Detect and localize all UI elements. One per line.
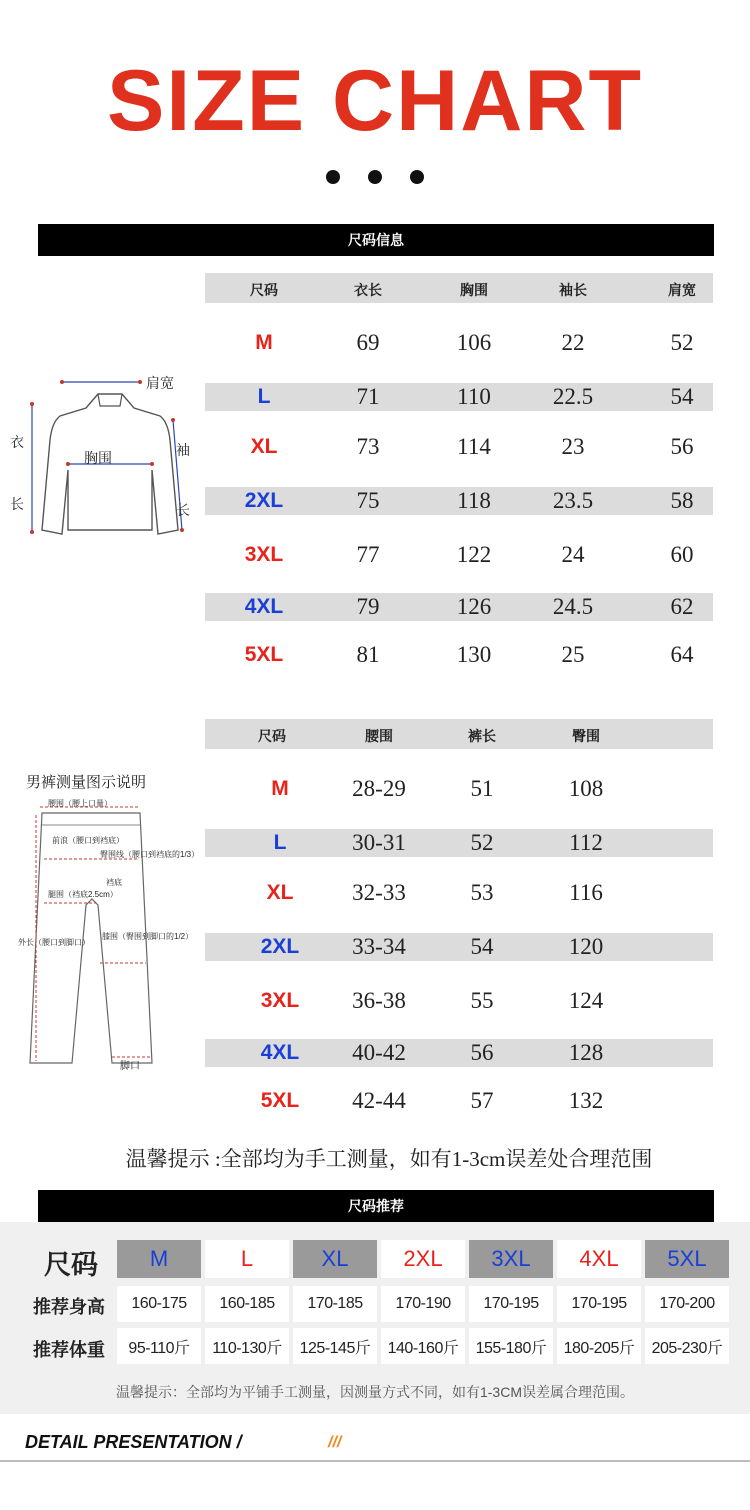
pants-value-cell: 42-44 <box>352 1088 406 1113</box>
top-value-cell: 79 <box>356 594 380 619</box>
pants-value-cell: 56 <box>470 1040 494 1065</box>
knee-label: 膝围（臀围到脚口的1/2） <box>102 932 194 941</box>
recommend-weight-cell: 125-145斤 <box>293 1328 377 1364</box>
pants-value-cell: 124 <box>568 988 604 1013</box>
pants-size-label: M <box>271 777 289 800</box>
pants-value-cell: 52 <box>470 830 494 855</box>
top-value-cell: 24.5 <box>552 594 594 619</box>
shoulder-label: 肩宽 <box>146 375 174 391</box>
pants-size-label: L <box>273 831 287 854</box>
decorative-dots <box>0 170 750 186</box>
top-value-cell: 22.5 <box>552 384 594 409</box>
pants-value-cell: 55 <box>470 988 494 1013</box>
pants-value-cell: 108 <box>568 776 604 801</box>
pants-size-label: 4XL <box>260 1041 300 1064</box>
top-value-cell: 64 <box>670 642 694 667</box>
sleeve-label-top: 袖 <box>176 442 190 458</box>
pants-value-cell: 132 <box>568 1088 604 1113</box>
top-value-cell: 75 <box>356 488 380 513</box>
top-size-label: 3XL <box>244 543 284 566</box>
recommend-size-cell: XL <box>293 1240 377 1278</box>
pants-value-cell: 57 <box>470 1088 494 1113</box>
top-size-info-bar: 尺码信息 <box>38 224 714 256</box>
recommend-height-cell: 170-195 <box>557 1286 641 1322</box>
recommend-size-cell: 4XL <box>557 1240 641 1278</box>
top-value-cell: 22 <box>561 330 585 355</box>
pants-diagram <box>0 765 205 1075</box>
detail-presentation-label: DETAIL PRESENTATION / <box>25 1432 242 1452</box>
top-value-cell: 23.5 <box>552 488 594 513</box>
top-value-cell: 110 <box>457 384 491 409</box>
recommend-height-cell: 170-200 <box>645 1286 729 1322</box>
pants-value-cell: 112 <box>569 830 603 855</box>
pants-value-cell: 33-34 <box>352 934 406 959</box>
pants-header-cell: 裤长 <box>468 728 496 744</box>
recommend-height-cell: 170-185 <box>293 1286 377 1322</box>
pants-value-cell: 32-33 <box>352 880 406 905</box>
top-size-label: M <box>255 331 273 354</box>
size-chart-title: SIZE CHART <box>107 53 643 149</box>
top-header-cell: 胸围 <box>460 282 488 298</box>
top-value-cell: 23 <box>561 434 585 459</box>
top-value-cell: 25 <box>561 642 585 667</box>
pants-value-cell: 51 <box>470 776 494 801</box>
top-value-cell: 62 <box>670 594 694 619</box>
top-value-cell: 106 <box>456 330 492 355</box>
top-size-label: 5XL <box>244 643 284 666</box>
pants-size-label: XL <box>266 881 294 904</box>
recommend-weight-cell: 205-230斤 <box>645 1328 729 1364</box>
pants-value-cell: 116 <box>569 880 603 905</box>
recommend-weight-cell: 140-160斤 <box>381 1328 465 1364</box>
top-value-cell: 24 <box>561 542 585 567</box>
outseam-label: 外长（腰口到脚口） <box>18 938 90 947</box>
recommend-weight-cell: 155-180斤 <box>469 1328 553 1364</box>
pants-value-cell: 128 <box>568 1040 604 1065</box>
recommend-size-label: 尺码 <box>44 1250 98 1280</box>
recommend-height-label: 推荐身高 <box>33 1297 105 1317</box>
sleeve-label-bottom: 长 <box>176 502 190 518</box>
hem-label: 脚口 <box>120 1061 140 1072</box>
pants-header-cell: 臀围 <box>572 728 600 744</box>
top-value-cell: 73 <box>356 434 380 459</box>
recommend-size-cell: M <box>117 1240 201 1278</box>
top-header-row <box>205 273 713 303</box>
top-value-cell: 54 <box>670 384 694 409</box>
top-value-cell: 130 <box>456 642 492 667</box>
waist-label: 腰围（腰上口量） <box>48 799 112 808</box>
top-value-cell: 58 <box>670 488 694 513</box>
crotch-label: 裆底 <box>106 878 122 887</box>
recommend-height-cell: 160-185 <box>205 1286 289 1322</box>
pants-size-label: 5XL <box>260 1089 300 1112</box>
pants-size-label: 3XL <box>260 989 300 1012</box>
hip-label: 臀围线（腰口到裆底的1/3） <box>100 850 200 859</box>
pants-value-cell: 120 <box>568 934 604 959</box>
recommend-weight-cell: 180-205斤 <box>557 1328 641 1364</box>
top-header-cell: 肩宽 <box>668 282 696 298</box>
top-value-cell: 114 <box>457 434 491 459</box>
top-value-cell: 126 <box>456 594 492 619</box>
top-size-label: XL <box>250 435 278 458</box>
thigh-label: 腿围（裆底2.5cm） <box>48 890 118 899</box>
recommend-note: 温馨提示：全部均为平铺手工测量，因测量方式不同，如有1-3CM误差属合理范围。 <box>115 1384 634 1400</box>
pants-value-cell: 28-29 <box>352 776 406 801</box>
top-value-cell: 77 <box>356 542 380 567</box>
pants-value-cell: 40-42 <box>352 1040 406 1065</box>
pants-value-cell: 36-38 <box>352 988 406 1013</box>
recommend-weight-label: 推荐体重 <box>33 1340 105 1360</box>
top-value-cell: 71 <box>356 384 380 409</box>
measurement-note: 温馨提示 :全部均为手工测量，如有1-3cm误差处合理范围 <box>125 1147 653 1171</box>
recommend-weight-cell: 95-110斤 <box>117 1328 201 1364</box>
top-header-cell: 袖长 <box>559 282 587 298</box>
recommend-size-cell: 5XL <box>645 1240 729 1278</box>
top-value-cell: 81 <box>356 642 380 667</box>
top-value-cell: 52 <box>670 330 694 355</box>
pants-header-cell: 腰围 <box>365 728 393 744</box>
bottom-divider <box>0 1460 750 1462</box>
jacket-diagram <box>10 360 200 550</box>
top-value-cell: 122 <box>456 542 492 567</box>
recommend-height-cell: 170-190 <box>381 1286 465 1322</box>
length-label-bottom: 长 <box>10 496 24 512</box>
top-value-cell: 60 <box>670 542 694 567</box>
recommend-weight-cell: 110-130斤 <box>205 1328 289 1364</box>
recommend-bar: 尺码推荐 <box>38 1190 714 1222</box>
top-size-label: 2XL <box>244 489 284 512</box>
pants-diagram-title: 男裤测量图示说明 <box>26 774 147 791</box>
top-value-cell: 56 <box>670 434 694 459</box>
chest-label: 胸围 <box>84 450 112 466</box>
top-value-cell: 69 <box>356 330 380 355</box>
pants-value-cell: 54 <box>470 934 494 959</box>
top-header-cell: 尺码 <box>250 282 278 298</box>
recommend-size-cell: L <box>205 1240 289 1278</box>
top-size-label: L <box>257 385 271 408</box>
pants-size-label: 2XL <box>260 935 300 958</box>
recommend-size-cell: 3XL <box>469 1240 553 1278</box>
top-value-cell: 118 <box>457 488 491 513</box>
recommend-height-cell: 160-175 <box>117 1286 201 1322</box>
pants-header-cell: 尺码 <box>258 728 286 744</box>
front-rise-label: 前浪（腰口到裆底） <box>52 836 124 845</box>
length-label-top: 衣 <box>10 434 24 450</box>
top-size-label: 4XL <box>244 595 284 618</box>
pants-value-cell: 30-31 <box>352 830 406 855</box>
pants-value-cell: 53 <box>470 880 494 905</box>
recommend-height-cell: 170-195 <box>469 1286 553 1322</box>
top-header-cell: 衣长 <box>354 282 382 298</box>
recommend-size-cell: 2XL <box>381 1240 465 1278</box>
detail-accent-mark: /// <box>328 1434 342 1451</box>
